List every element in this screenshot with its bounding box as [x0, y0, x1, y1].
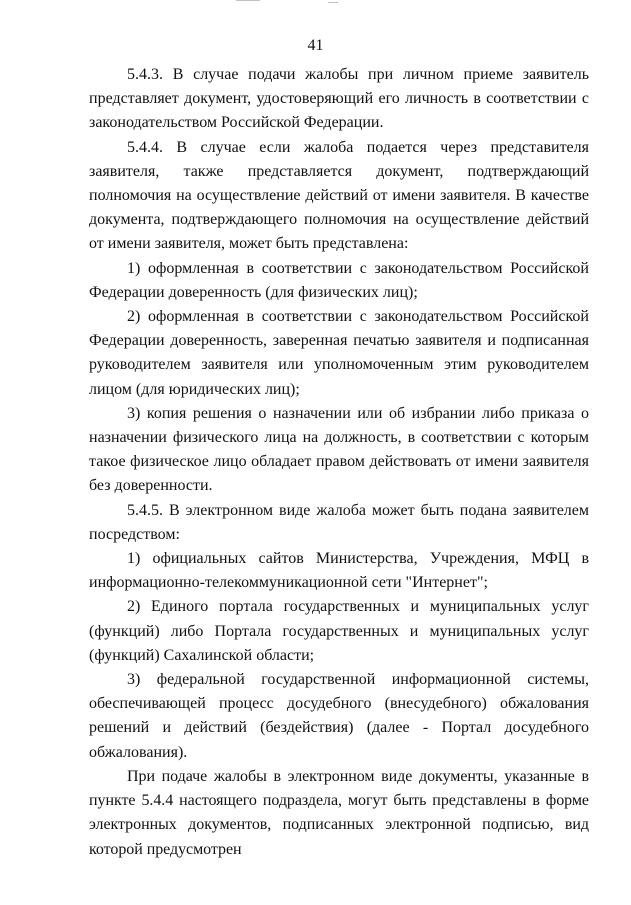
paragraph-5-4-4-item-2: 2) оформленная в соответствии с законодательством Российской Федерации доверенность, заверенная печатью заявителя и подписанная руководителем заявителя или уполномоченным этим руководителем лицом (для юридических лиц); — [89, 308, 589, 398]
page-number: 41 — [307, 37, 324, 54]
scan-mark-top-right — [328, 2, 338, 3]
document-body — [89, 63, 589, 862]
paragraph-5-4-5-item-3: 3) федеральной государственной информационной системы, обеспечивающей процесс досудебного (внесудебного) обжалования решений и действий (бездействия) (далее - Портал досудебного обжалования). — [89, 671, 589, 761]
paragraph-5-4-5: 5.4.5. В электронном виде жалоба может быть подана заявителем посредством: — [89, 501, 589, 543]
paragraph-5-4-3: 5.4.3. В случае подачи жалобы при личном приеме заявитель представляет документ, удостоверяющий его личность в соответствии с законодательством Российской Федерации. — [89, 66, 589, 132]
paragraph-5-4-5-item-2: 2) Единого портала государственных и муниципальных услуг (функций) либо Портала государственных и муниципальных услуг (функций) Сахалинской области; — [89, 598, 589, 664]
paragraph-electronic-submission: При подаче жалобы в электронном виде документы, указанные в пункте 5.4.4 настоящего подраздела, могут быть представлены в форме электронных документов, подписанных электронной подписью, вид которой предусмотрен — [89, 767, 589, 858]
paragraph-5-4-4-item-3: 3) копия решения о назначении или об избрании либо приказа о назначении физического лица на должность, в соответствии с которым такое физическое лицо обладает правом действовать от имени заявителя без доверенности. — [89, 404, 589, 495]
paragraph-5-4-4-item-1: 1) оформленная в соответствии с законодательством Российской Федерации доверенность (для физических лиц); — [89, 259, 589, 301]
paragraph-5-4-4: 5.4.4. В случае если жалоба подается через представителя заявителя, также представляется документ, подтверждающий полномочия на осуществление действий от имени заявителя. В качестве документа, подтверждающего полномочия на осуществление действий от имени заявителя, может быть представлена: — [89, 138, 589, 253]
paragraph-5-4-5-item-1: 1) официальных сайтов Министерства, Учреждения, МФЦ в информационно-телекоммуникационной сети "Интернет"; — [89, 550, 589, 592]
scan-mark-top-left — [236, 0, 260, 1]
